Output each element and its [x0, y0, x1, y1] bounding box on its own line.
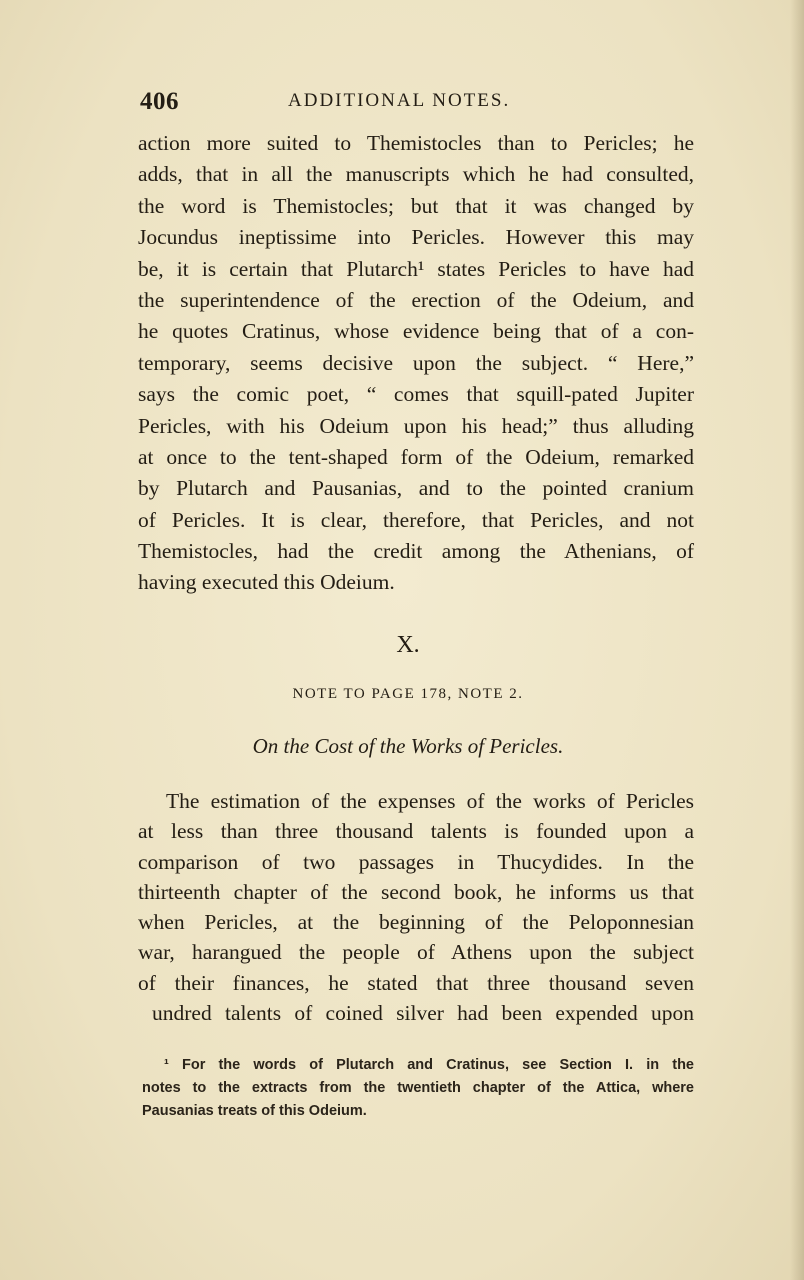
text-line: Themistocles, had the credit among the Athenians, of — [138, 539, 694, 564]
footnote-line: Pausanias treats of this Odeium. — [142, 1103, 367, 1119]
text-line: Jocundus ineptissime into Pericles. However this may — [138, 225, 694, 250]
text-line: of their finances, he stated that three thousand seven — [138, 970, 694, 995]
footnote — [142, 1054, 694, 1123]
text-line: the word is Themistocles; but that it was changed by — [138, 193, 694, 218]
page-header — [140, 88, 692, 118]
text-line: war, harangued the people of Athens upon the subject — [138, 940, 694, 965]
paragraph-1 — [138, 128, 694, 599]
footnote-line: ¹ For the words of Plutarch and Cratinus, see Section I. in the — [164, 1057, 694, 1073]
text-line: by Plutarch and Pausanias, and to the pointed cranium — [138, 476, 694, 501]
text-line: temporary, seems decisive upon the subject. “ Here,” — [138, 350, 694, 375]
text-line: says the comic poet, “ comes that squill-pated Jupiter — [138, 382, 694, 407]
text-line: of Pericles. It is clear, therefore, that Pericles, and not — [138, 507, 694, 532]
text-line: comparison of two passages in Thucydides. In the — [138, 849, 694, 874]
text-line: at less than three thousand talents is founded upon a — [138, 819, 694, 844]
text-line: the superintendence of the erection of the Odeium, and — [138, 287, 694, 312]
text-line: he quotes Cratinus, whose evidence being that of a con- — [138, 319, 694, 344]
paragraph-2 — [138, 786, 694, 1028]
section-title: On the Cost of the Works of Pericles. — [252, 734, 564, 758]
text-line: at once to the tent-shaped form of the Odeium, remarked — [138, 444, 694, 469]
footnote-line: notes to the extracts from the twentieth chapter of the Attica, where — [142, 1080, 694, 1096]
text-line: action more suited to Themistocles than to Pericles; he — [138, 131, 694, 155]
text-line: Pericles, with his Odeium upon his head;” thus alluding — [138, 413, 694, 438]
section-number: X. — [396, 632, 420, 658]
note-reference: NOTE TO PAGE 178, NOTE 2. — [292, 686, 524, 702]
text-line: be, it is certain that Plutarch¹ states Pericles to have had — [138, 256, 694, 281]
running-head: ADDITIONAL NOTES. — [288, 90, 511, 111]
text-line: undred talents of coined silver had been expended upon — [152, 1001, 694, 1026]
text-line: The estimation of the expenses of the works of Pericles — [166, 789, 694, 813]
page-number: 406 — [140, 88, 179, 115]
text-line: adds, that in all the manuscripts which he had consulted, — [138, 162, 694, 187]
text-line: having executed this Odeium. — [138, 570, 395, 595]
text-line: when Pericles, at the beginning of the Peloponnesian — [138, 910, 694, 935]
text-line: thirteenth chapter of the second book, he informs us that — [138, 879, 694, 904]
